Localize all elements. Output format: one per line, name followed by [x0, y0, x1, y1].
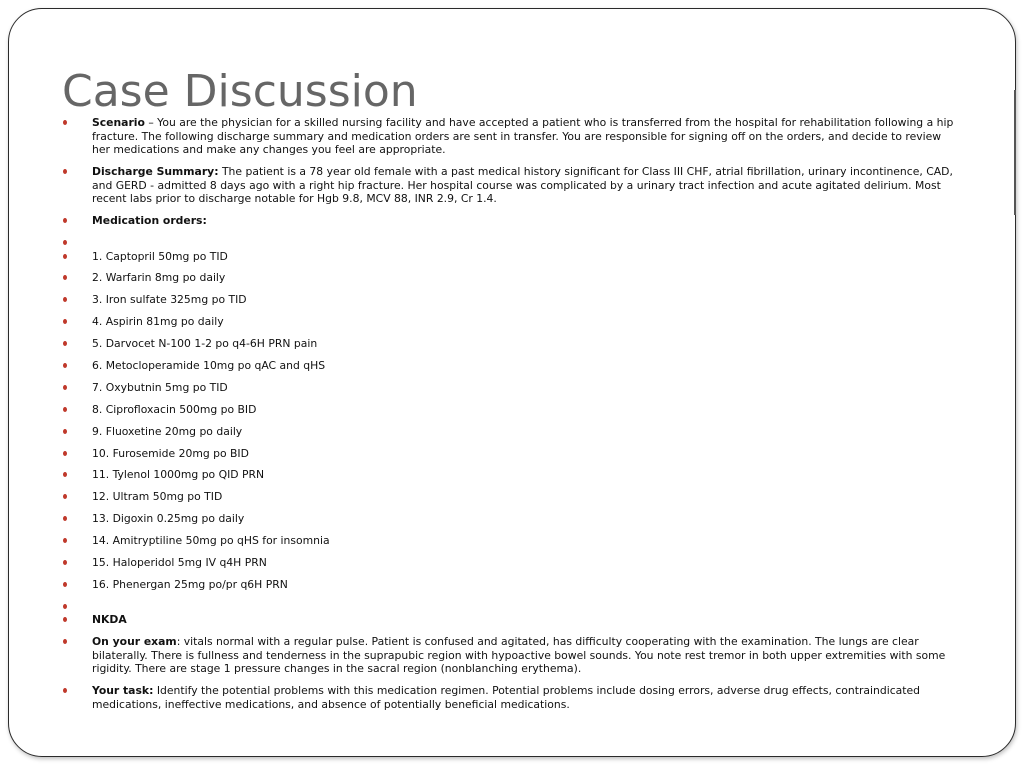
medication-item: 16. Phenergan 25mg po/pr q6H PRN [62, 578, 962, 592]
discharge-summary-text: The patient is a 78 year old female with a past medical history significant for Class III CHF, atrial fibrillation, urinary incontinence, CAD, and GERD - admitted 8 days ago with a right hip fracture. Her hospital course was complicated by a urinary tract infection and acute agitated delirium. Most recent labs prior to discharge notable for Hgb 9.8, MCV 88, INR 2.9, Cr 1.4. [92, 165, 953, 205]
medication-orders-label: Medication orders: [92, 214, 207, 227]
slide-edge-accent [1014, 90, 1016, 215]
medication-item: 4. Aspirin 81mg po daily [62, 315, 962, 329]
medication-item: 2. Warfarin 8mg po daily [62, 271, 962, 285]
empty-bullet [62, 600, 962, 614]
medication-item: 9. Fluoxetine 20mg po daily [62, 425, 962, 439]
empty-bullet [62, 236, 962, 250]
exam-item [62, 635, 962, 676]
discharge-summary-label: Discharge Summary: [92, 165, 219, 178]
task-text: Identify the potential problems with this medication regimen. Potential problems include dosing errors, adverse drug effects, contraindicated medications, ineffective medications, and absence of potentially beneficial medications. [92, 684, 921, 711]
medication-item: 6. Metocloperamide 10mg po qAC and qHS [62, 359, 962, 373]
medication-item: 15. Haloperidol 5mg IV q4H PRN [62, 556, 962, 570]
scenario-item [62, 116, 962, 157]
exam-label: On your exam [92, 635, 177, 649]
task-label: Your task: [92, 684, 154, 698]
medication-item: 10. Furosemide 20mg po BID [62, 447, 962, 461]
exam-text: : vitals normal with a regular pulse. Patient is confused and agitated, has difficulty cooperating with the examination. The lungs are clear bilaterally. There is fullness and tenderness in the suprapubic region with hypoactive bowel sounds. You note rest tremor in both upper extremities with some rigidity. There are stage 1 pressure changes in the sacral region (nonblanching erythema). [92, 635, 946, 676]
medication-item: 13. Digoxin 0.25mg po daily [62, 512, 962, 526]
slide-title: Case Discussion [62, 66, 418, 117]
medication-item: 3. Iron sulfate 325mg po TID [62, 293, 962, 307]
bullet-list [62, 116, 962, 711]
scenario-label: Scenario [92, 116, 145, 129]
discharge-summary-item [62, 165, 962, 206]
allergies-label: NKDA [92, 613, 127, 627]
scenario-text: – You are the physician for a skilled nursing facility and have accepted a patient who is transferred from the hospital for rehabilitation following a hip fracture. The following discharge summary and medication orders are sent in transfer. You are responsible for signing off on the orders, and decide to review her medications and make any changes you feel are appropriate. [92, 116, 954, 156]
medication-item: 11. Tylenol 1000mg po QID PRN [62, 468, 962, 482]
medication-item: 5. Darvocet N-100 1-2 po q4-6H PRN pain [62, 337, 962, 351]
slide-content [62, 116, 962, 720]
medication-orders-heading [62, 214, 962, 228]
task-item [62, 684, 962, 711]
medication-item: 12. Ultram 50mg po TID [62, 490, 962, 504]
medication-item: 1. Captopril 50mg po TID [62, 250, 962, 264]
medication-item: 7. Oxybutnin 5mg po TID [62, 381, 962, 395]
medication-item: 8. Ciprofloxacin 500mg po BID [62, 403, 962, 417]
medication-item: 14. Amitryptiline 50mg po qHS for insomnia [62, 534, 962, 548]
allergies-item [62, 613, 962, 627]
